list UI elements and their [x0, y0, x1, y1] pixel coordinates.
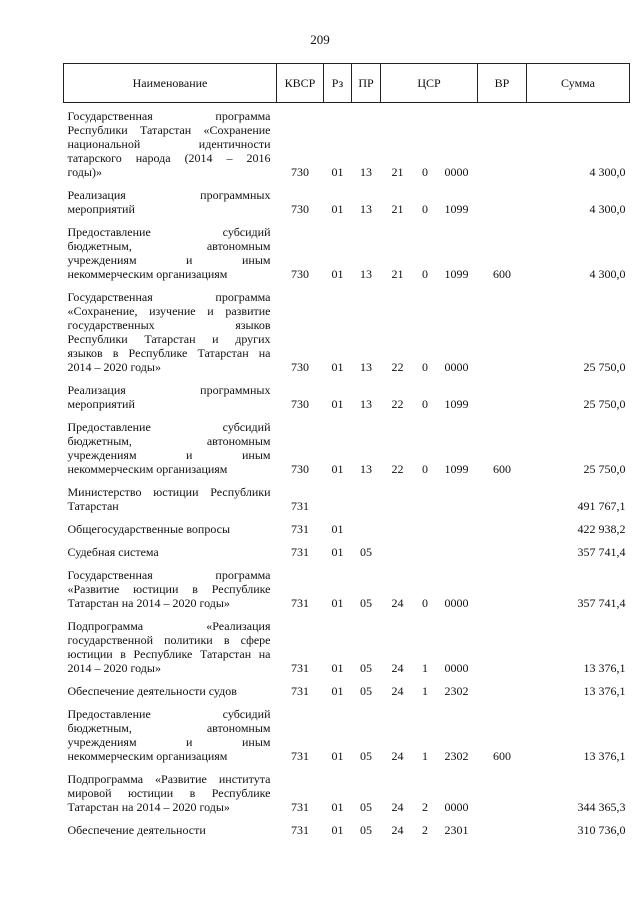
row-name-line: Реализация программных [67, 188, 271, 202]
row-rz: 01 [331, 800, 344, 814]
row-csr-subprogram [415, 539, 436, 562]
row-sum: 25 750,0 [583, 397, 626, 411]
table-row [64, 613, 630, 678]
row-csr-direction: 1099 [444, 267, 469, 281]
row-name-line: Татарстан на 2014 – 2020 годы» [67, 596, 230, 610]
row-pr: 05 [360, 823, 372, 837]
row-pr: 13 [360, 202, 372, 216]
row-kvsr: 731 [291, 684, 309, 698]
row-csr-direction [436, 539, 478, 562]
row-name-line: Реализация программных [67, 383, 271, 397]
row-pr: 13 [360, 165, 372, 179]
row-sum: 344 365,3 [577, 800, 626, 814]
row-rz: 01 [331, 749, 344, 763]
row-name-line: юстиции в Республике Татарстан на [67, 647, 271, 661]
row-csr-program [381, 539, 415, 562]
row-name-line: Государственная программа [67, 290, 271, 304]
row-rz: 01 [331, 823, 344, 837]
row-sum: 357 741,4 [577, 545, 626, 559]
row-kvsr: 730 [291, 165, 309, 179]
table-row [64, 516, 630, 539]
row-vr [478, 103, 527, 183]
row-csr-direction: 0000 [444, 661, 469, 675]
row-kvsr: 730 [291, 360, 309, 374]
row-csr-direction [436, 479, 478, 516]
row-kvsr: 731 [291, 823, 309, 837]
row-csr-direction: 2302 [444, 749, 469, 763]
row-pr: 13 [360, 397, 372, 411]
row-vr [478, 539, 527, 562]
row-kvsr: 731 [291, 661, 309, 675]
row-csr-subprogram: 0 [422, 462, 428, 476]
row-csr-direction: 0000 [444, 360, 469, 374]
row-csr-subprogram [415, 516, 436, 539]
page-number: 209 [310, 32, 330, 47]
row-name-line: «Развитие юстиции в Республике [67, 582, 271, 596]
row-name-line: татарского народа (2014 – 2016 [67, 151, 271, 165]
row-csr-subprogram: 1 [422, 749, 428, 763]
row-csr-direction [436, 516, 478, 539]
row-sum: 422 938,2 [577, 522, 626, 536]
row-csr-subprogram: 0 [422, 397, 428, 411]
row-csr-program: 24 [391, 823, 404, 837]
row-csr-program: 22 [391, 462, 404, 476]
row-vr [478, 562, 527, 613]
row-csr-subprogram: 0 [422, 267, 428, 281]
row-name-line: государственных языков [67, 318, 271, 332]
table-row [64, 539, 630, 562]
row-csr-direction: 0000 [444, 596, 469, 610]
row-csr-program: 24 [391, 749, 404, 763]
row-rz: 01 [331, 267, 344, 281]
row-name [64, 103, 277, 183]
row-csr-direction: 1099 [444, 462, 469, 476]
table-row [64, 414, 630, 479]
row-name [64, 701, 277, 766]
budget-table [63, 63, 630, 840]
row-kvsr: 730 [291, 267, 309, 281]
row-csr-subprogram: 1 [422, 684, 428, 698]
row-name [64, 182, 277, 219]
row-name [64, 678, 277, 701]
row-rz: 01 [331, 360, 344, 374]
row-pr: 05 [360, 545, 372, 559]
row-csr-subprogram: 2 [422, 800, 428, 814]
row-name-line: некоммерческим организациям [67, 462, 228, 476]
row-vr [478, 613, 527, 678]
row-csr-subprogram [415, 479, 436, 516]
row-name [64, 516, 277, 539]
row-pr: 13 [360, 267, 372, 281]
table-row [64, 284, 630, 377]
row-csr-subprogram: 0 [422, 202, 428, 216]
row-name-line: Государственная программа [67, 109, 271, 123]
row-name-line: «Сохранение, изучение и развитие [67, 304, 271, 318]
row-name [64, 562, 277, 613]
row-name-line: годы)» [67, 165, 102, 179]
row-name-line: Министерство юстиции Республики [67, 485, 271, 499]
row-kvsr: 731 [291, 545, 309, 559]
row-vr [478, 678, 527, 701]
row-name-line: 2014 – 2020 годы» [67, 661, 161, 675]
row-kvsr: 731 [291, 800, 309, 814]
row-sum: 25 750,0 [583, 462, 626, 476]
row-name-line: учреждениям и иным [67, 735, 271, 749]
row-name [64, 377, 277, 414]
row-pr [352, 479, 381, 516]
table-row [64, 678, 630, 701]
row-rz: 01 [331, 522, 344, 536]
row-vr: 600 [493, 267, 512, 281]
row-kvsr: 731 [291, 749, 309, 763]
row-csr-program: 24 [391, 684, 404, 698]
row-pr: 05 [360, 661, 372, 675]
row-name [64, 414, 277, 479]
row-name-line: Общегосударственные вопросы [67, 522, 231, 536]
row-name-line: Татарстан [67, 499, 119, 513]
row-pr: 05 [360, 800, 372, 814]
row-sum: 310 736,0 [577, 823, 626, 837]
row-vr: 600 [493, 462, 512, 476]
row-csr-program: 24 [391, 661, 404, 675]
row-name [64, 613, 277, 678]
row-name-line: Государственная программа [67, 568, 271, 582]
row-rz: 01 [331, 596, 344, 610]
row-csr-subprogram: 0 [422, 596, 428, 610]
row-csr-direction: 0000 [444, 165, 469, 179]
header-kvsr: КВСР [277, 64, 324, 103]
row-sum: 13 376,1 [583, 749, 626, 763]
row-name-line: Обеспечение деятельности судов [67, 684, 237, 698]
header-vr: ВР [478, 64, 527, 103]
row-csr-subprogram: 0 [422, 165, 428, 179]
row-rz: 01 [331, 397, 344, 411]
row-name-line: Республики Татарстан «Сохранение [67, 123, 271, 137]
row-name-line: учреждениям и иным [67, 448, 271, 462]
table-row [64, 766, 630, 817]
row-csr-program [381, 479, 415, 516]
row-sum: 13 376,1 [583, 661, 626, 675]
row-pr [352, 516, 381, 539]
row-csr-direction: 1099 [444, 202, 469, 216]
table-row [64, 701, 630, 766]
row-csr-program: 21 [391, 165, 404, 179]
row-sum: 4 300,0 [589, 202, 626, 216]
row-kvsr: 731 [291, 499, 309, 513]
row-pr: 05 [360, 749, 372, 763]
row-name-line: Подпрограмма «Развитие института [67, 772, 271, 786]
header-pr: ПР [352, 64, 381, 103]
row-pr: 13 [360, 462, 372, 476]
row-csr-program: 21 [391, 202, 404, 216]
row-name [64, 539, 277, 562]
row-sum: 4 300,0 [589, 267, 626, 281]
row-name-line: бюджетным, автономным [67, 434, 271, 448]
row-name-line: Подпрограмма «Реализация [67, 619, 271, 633]
row-name [64, 479, 277, 516]
row-name-line: языков в Республике Татарстан на [67, 346, 271, 360]
row-name-line: Татарстан на 2014 – 2020 годы» [67, 800, 230, 814]
row-pr: 13 [360, 360, 372, 374]
header-csr: ЦСР [381, 64, 478, 103]
table-row [64, 479, 630, 516]
table-row [64, 103, 630, 183]
row-vr [478, 182, 527, 219]
row-csr-direction: 2301 [444, 823, 469, 837]
row-vr [478, 766, 527, 817]
row-name-line: некоммерческим организациям [67, 749, 228, 763]
row-vr [478, 284, 527, 377]
table-row [64, 562, 630, 613]
row-rz: 01 [331, 462, 344, 476]
row-csr-program: 24 [391, 800, 404, 814]
row-sum: 4 300,0 [589, 165, 626, 179]
row-name [64, 817, 277, 840]
row-csr-direction: 2302 [444, 684, 469, 698]
row-sum: 491 767,1 [577, 499, 626, 513]
row-rz [324, 479, 352, 516]
row-csr-subprogram: 2 [422, 823, 428, 837]
row-name-line: некоммерческим организациям [67, 267, 228, 281]
row-name-line: мероприятий [67, 397, 135, 411]
row-rz: 01 [331, 165, 344, 179]
row-vr [478, 817, 527, 840]
row-rz: 01 [331, 684, 344, 698]
table-row [64, 377, 630, 414]
row-csr-program: 22 [391, 397, 404, 411]
header-rz: Рз [324, 64, 352, 103]
row-csr-direction: 1099 [444, 397, 469, 411]
row-vr [478, 377, 527, 414]
row-csr-subprogram: 0 [422, 360, 428, 374]
row-name-line: мероприятий [67, 202, 135, 216]
row-name [64, 284, 277, 377]
row-kvsr: 731 [291, 596, 309, 610]
header-sum: Сумма [527, 64, 630, 103]
table-row [64, 817, 630, 840]
row-name-line: 2014 – 2020 годы» [67, 360, 161, 374]
row-vr: 600 [493, 749, 512, 763]
row-name-line: Предоставление субсидий [67, 225, 271, 239]
row-csr-program: 24 [391, 596, 404, 610]
row-csr-program: 21 [391, 267, 404, 281]
row-kvsr: 730 [291, 202, 309, 216]
row-name-line: бюджетным, автономным [67, 239, 271, 253]
row-rz: 01 [331, 661, 344, 675]
row-rz: 01 [331, 545, 344, 559]
row-name-line: Предоставление субсидий [67, 420, 271, 434]
row-name-line: Предоставление субсидий [67, 707, 271, 721]
row-name-line: национальной идентичности [67, 137, 271, 151]
row-sum: 357 741,4 [577, 596, 626, 610]
row-name-line: Судебная система [67, 545, 159, 559]
row-csr-program [381, 516, 415, 539]
row-csr-program: 22 [391, 360, 404, 374]
row-name-line: государственной политики в сфере [67, 633, 271, 647]
table-body [64, 103, 630, 841]
row-vr [478, 516, 527, 539]
row-name [64, 219, 277, 284]
row-name [64, 766, 277, 817]
row-name-line: Республики Татарстан и других [67, 332, 271, 346]
row-pr: 05 [360, 684, 372, 698]
row-vr [478, 479, 527, 516]
row-csr-direction: 0000 [444, 800, 469, 814]
header-name: Наименование [64, 64, 277, 103]
row-name-line: мировой юстиции в Республике [67, 786, 271, 800]
row-pr: 05 [360, 596, 372, 610]
row-kvsr: 730 [291, 462, 309, 476]
row-csr-subprogram: 1 [422, 661, 428, 675]
row-name-line: бюджетным, автономным [67, 721, 271, 735]
row-sum: 25 750,0 [583, 360, 626, 374]
table-row [64, 182, 630, 219]
row-kvsr: 730 [291, 397, 309, 411]
row-name-line: Обеспечение деятельности [67, 823, 206, 837]
table-header-row [64, 64, 630, 103]
row-name-line: учреждениям и иным [67, 253, 271, 267]
table-row [64, 219, 630, 284]
row-sum: 13 376,1 [583, 684, 626, 698]
row-rz: 01 [331, 202, 344, 216]
row-kvsr: 731 [291, 522, 309, 536]
